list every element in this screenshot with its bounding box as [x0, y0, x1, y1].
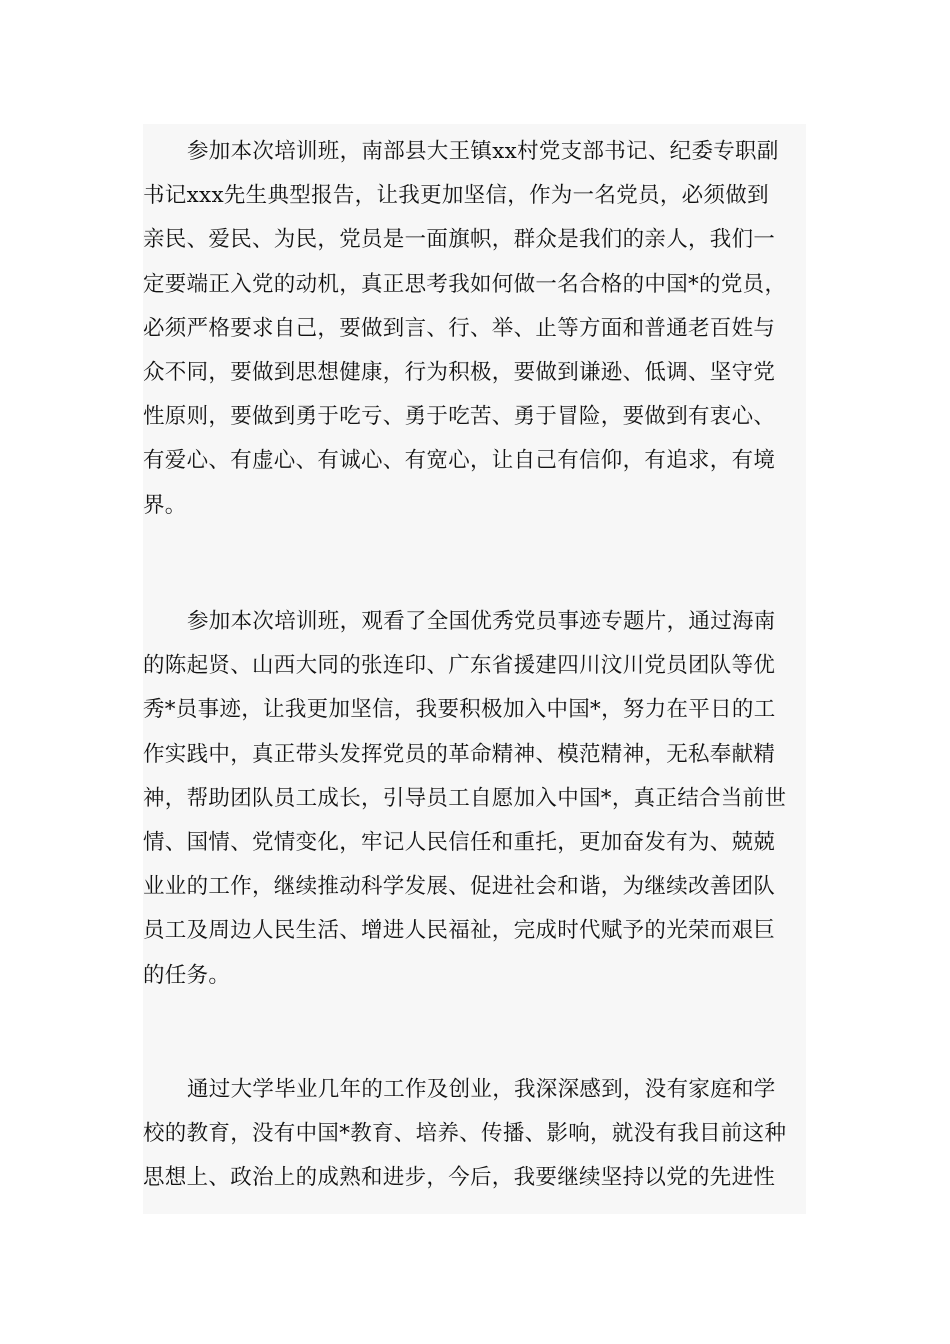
paragraph-line: 秀*员事迹，让我更加坚信，我要积极加入中国*，努力在平日的工	[143, 697, 776, 723]
paragraph-line: 的任务。	[143, 962, 231, 988]
paragraph-line: 众不同，要做到思想健康，行为积极，要做到谦逊、低调、坚守党	[143, 359, 776, 385]
paragraph-line: 参加本次培训班，南部县大王镇xx村党支部书记、纪委专职副	[187, 139, 779, 164]
paragraph-3	[143, 1068, 806, 1201]
paragraph-line: 思想上、政治上的成熟和进步，今后，我要继续坚持以党的先进性	[143, 1165, 776, 1191]
paragraph-line: 校的教育，没有中国*教育、培养、传播、影响，就没有我目前这种	[143, 1121, 787, 1147]
paragraph-line: 作实践中，真正带头发挥党员的革命精神、模范精神，无私奉献精	[143, 741, 776, 767]
paragraph-line: 员工及周边人民生活、增进人民福祉，完成时代赋予的光荣而艰巨	[143, 918, 776, 944]
paragraph-line: 界。	[143, 492, 187, 518]
paragraph-2	[143, 600, 806, 998]
document-text-block	[143, 124, 806, 1214]
paragraph-line: 亲民、爱民、为民，党员是一面旗帜，群众是我们的亲人，我们一	[143, 227, 776, 253]
paragraph-line: 有爱心、有虚心、有诚心、有宽心，让自己有信仰，有追求，有境	[143, 448, 776, 474]
paragraph-line: 通过大学毕业几年的工作及创业，我深深感到，没有家庭和学	[187, 1077, 776, 1102]
paragraph-line: 的陈起贤、山西大同的张连印、广东省援建四川汶川党员团队等优	[143, 653, 776, 679]
paragraph-line: 必须严格要求自己，要做到言、行、举、止等方面和普通老百姓与	[143, 315, 776, 341]
paragraph-line: 业业的工作，继续推动科学发展、促进社会和谐，为继续改善团队	[143, 874, 776, 900]
paragraph-line: 书记xxx先生典型报告，让我更加坚信，作为一名党员，必须做到	[143, 183, 769, 209]
paragraph-line: 性原则，要做到勇于吃亏、勇于吃苦、勇于冒险，要做到有衷心、	[143, 404, 776, 430]
paragraph-line: 神，帮助团队员工成长，引导员工自愿加入中国*，真正结合当前世	[143, 785, 787, 811]
paragraph-line: 情、国情、党情变化，牢记人民信任和重托，更加奋发有为、兢兢	[143, 829, 776, 855]
paragraph-line: 参加本次培训班，观看了全国优秀党员事迹专题片，通过海南	[187, 609, 776, 634]
paragraph-1	[143, 130, 806, 528]
paragraph-line: 定要端正入党的动机，真正思考我如何做一名合格的中国*的党员，	[143, 271, 787, 297]
